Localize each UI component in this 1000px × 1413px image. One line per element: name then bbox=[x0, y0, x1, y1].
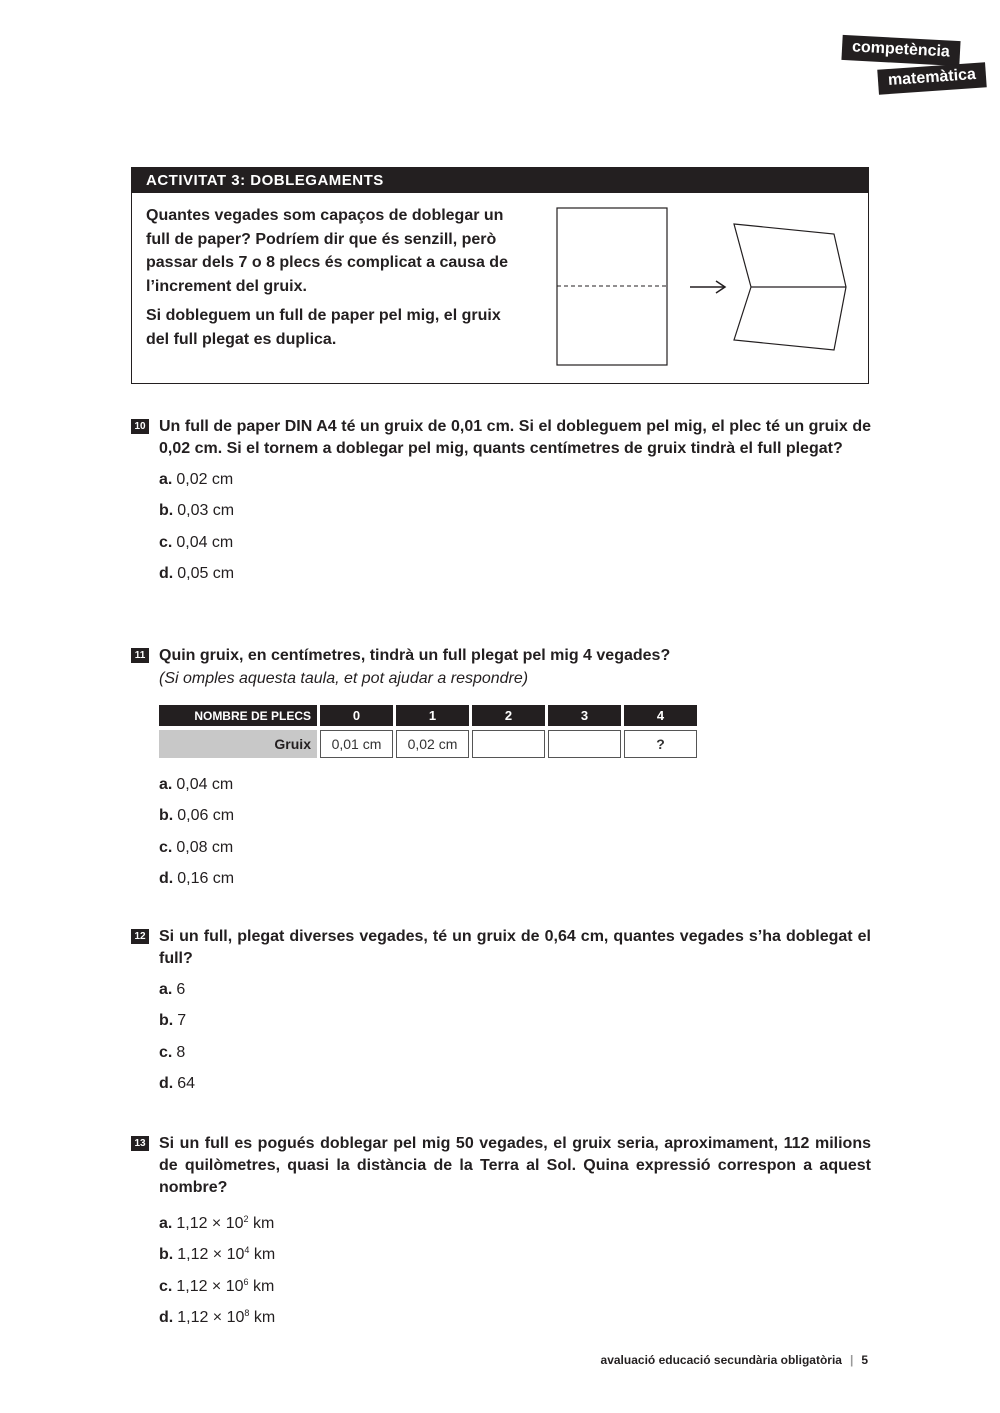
option-text: 6 bbox=[176, 981, 186, 998]
activity-title: ACTIVITAT 3: DOBLEGAMENTS bbox=[132, 168, 868, 193]
option-text: 8 bbox=[176, 1043, 186, 1061]
answer-option[interactable] bbox=[159, 805, 871, 836]
option-text: 0,16 cm bbox=[177, 869, 235, 887]
activity-paragraph: Quantes vegades som capaços de doblegar un full de paper? Podríem dir que és senzill, però passar dels 7 o 8 plecs és complicat a causa de l’increment del gruix. bbox=[146, 207, 508, 295]
option-text: 7 bbox=[177, 1012, 187, 1030]
option-exponent: 2 bbox=[243, 1214, 249, 1224]
question-number: 11 bbox=[131, 648, 149, 663]
question-number: 13 bbox=[131, 1136, 149, 1151]
answer-option[interactable] bbox=[159, 1010, 871, 1041]
option-exponent: 4 bbox=[244, 1245, 250, 1256]
option-letter: c. bbox=[159, 1277, 173, 1295]
answer-option[interactable] bbox=[159, 1208, 871, 1239]
option-exponent: 6 bbox=[243, 1276, 249, 1287]
question-10 bbox=[131, 416, 871, 594]
footer: avaluació educació secundària obligatòria | 5 bbox=[600, 1353, 868, 1367]
question-13 bbox=[131, 1133, 871, 1333]
option-letter: c. bbox=[159, 533, 173, 551]
option-text: 0,04 cm bbox=[176, 776, 234, 793]
option-letter: b. bbox=[159, 502, 174, 520]
answer-option[interactable] bbox=[159, 1302, 871, 1333]
option-text: 0,04 cm bbox=[176, 533, 234, 551]
page-number: 5 bbox=[861, 1353, 868, 1367]
option-text: 0,02 cm bbox=[176, 471, 234, 488]
option-text: 1,12 × 10 bbox=[177, 1308, 245, 1326]
answer-option[interactable] bbox=[159, 1042, 871, 1073]
answer-option[interactable] bbox=[159, 563, 871, 594]
answer-option[interactable] bbox=[159, 469, 871, 500]
question-text: Si un full, plegat diverses vegades, té un gruix de 0,64 cm, quantes vegades s’ha doblegat el full? bbox=[159, 928, 871, 967]
table-cell: ? bbox=[624, 730, 697, 758]
option-letter: a. bbox=[159, 1215, 173, 1232]
question-number: 10 bbox=[131, 419, 149, 434]
folding-illustration bbox=[552, 204, 852, 369]
option-unit: km bbox=[248, 1215, 275, 1232]
answer-option[interactable] bbox=[159, 868, 871, 899]
answer-option[interactable] bbox=[159, 500, 871, 531]
answer-option[interactable] bbox=[159, 837, 871, 868]
table-header-cell: NOMBRE DE PLECS bbox=[159, 705, 317, 726]
table-cell: 0,02 cm bbox=[396, 730, 469, 758]
option-text: 1,12 × 10 bbox=[177, 1246, 245, 1264]
table-header-cell: 2 bbox=[472, 705, 545, 726]
table-header-cell: 0 bbox=[320, 705, 393, 726]
option-letter: b. bbox=[159, 1246, 174, 1264]
activity-box bbox=[131, 167, 869, 384]
tag-matematica: matemàtica bbox=[877, 62, 987, 94]
answer-option[interactable] bbox=[159, 979, 871, 1010]
option-letter: a. bbox=[159, 776, 173, 793]
option-unit: km bbox=[248, 1277, 275, 1295]
option-text: 1,12 × 10 bbox=[176, 1277, 244, 1295]
table-cell: 0,01 cm bbox=[320, 730, 393, 758]
question-text: Quin gruix, en centímetres, tindrà un full plegat pel mig 4 vegades? bbox=[159, 647, 671, 664]
option-text: 1,12 × 10 bbox=[176, 1215, 244, 1232]
question-text: Un full de paper DIN A4 té un gruix de 0,01 cm. Si el dobleguem pel mig, el plec té un gruix de 0,02 cm. Si el tornem a doblegar pel mig, quants centímetres de gruix tindrà el full plegat? bbox=[159, 418, 871, 457]
question-hint: (Si omples aquesta taula, et pot ajudar a respondre) bbox=[159, 670, 529, 687]
option-letter: b. bbox=[159, 1012, 174, 1030]
folds-table bbox=[156, 701, 700, 762]
tag-competencia: competència bbox=[841, 35, 960, 66]
option-letter: d. bbox=[159, 564, 174, 582]
option-unit: km bbox=[249, 1308, 276, 1326]
answer-option[interactable] bbox=[159, 532, 871, 563]
option-letter: d. bbox=[159, 1308, 174, 1326]
option-letter: a. bbox=[159, 981, 173, 998]
option-text: 0,06 cm bbox=[177, 807, 235, 825]
question-12 bbox=[131, 926, 871, 1104]
footer-text: avaluació educació secundària obligatòria bbox=[600, 1353, 842, 1367]
answer-option[interactable] bbox=[159, 774, 871, 805]
table-row-label: Gruix bbox=[159, 730, 317, 758]
answer-option[interactable] bbox=[159, 1239, 871, 1270]
table-cell[interactable] bbox=[472, 730, 545, 758]
option-exponent: 8 bbox=[244, 1307, 250, 1318]
table-header-cell: 1 bbox=[396, 705, 469, 726]
question-text: Si un full es pogués doblegar pel mig 50 vegades, el gruix seria, aproximament, 112 milions de quilòmetres, quasi la distància de la Terra al Sol. Quina expressió correspon a aquest nombre? bbox=[159, 1135, 871, 1196]
question-number: 12 bbox=[131, 929, 149, 944]
option-letter: d. bbox=[159, 869, 174, 887]
answer-option[interactable] bbox=[159, 1073, 871, 1104]
option-text: 64 bbox=[177, 1074, 196, 1092]
table-header-cell: 4 bbox=[624, 705, 697, 726]
option-text: 0,08 cm bbox=[176, 838, 234, 856]
option-letter: b. bbox=[159, 807, 174, 825]
option-text: 0,03 cm bbox=[177, 502, 235, 520]
table-cell[interactable] bbox=[548, 730, 621, 758]
option-letter: a. bbox=[159, 471, 173, 488]
option-letter: c. bbox=[159, 1043, 173, 1061]
option-letter: d. bbox=[159, 1074, 174, 1092]
activity-text bbox=[146, 204, 526, 357]
question-11 bbox=[131, 645, 871, 899]
option-unit: km bbox=[249, 1246, 276, 1264]
arrow-right-icon bbox=[690, 281, 725, 293]
activity-paragraph: Si dobleguem un full de paper pel mig, el gruix del full plegat es duplica. bbox=[146, 307, 501, 348]
table-header-cell: 3 bbox=[548, 705, 621, 726]
answer-option[interactable] bbox=[159, 1271, 871, 1302]
option-text: 0,05 cm bbox=[177, 564, 235, 582]
option-letter: c. bbox=[159, 838, 173, 856]
